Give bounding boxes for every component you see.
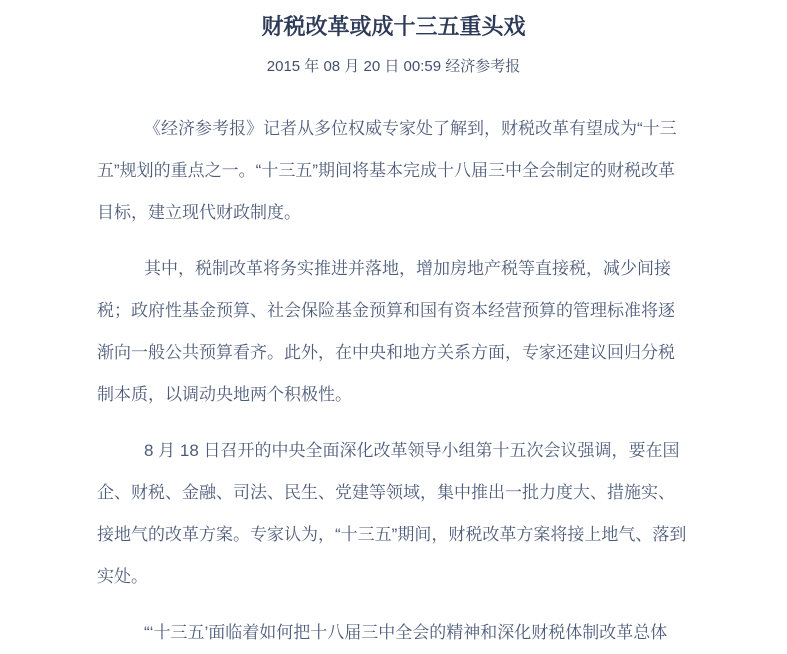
article-paragraph: 《经济参考报》记者从多位权威专家处了解到，财税改革有望成为“十三五”规划的重点之一。“十三五”期间将基本完成十八届三中全会制定的财税改革目标，建立现代财政制度。: [97, 119, 677, 222]
article-body: [97, 108, 690, 654]
article-paragraph: 8 月 18 日召开的中央全面深化改革领导小组第十五次会议强调，要在国企、财税、金融、司法、民生、党建等领域，集中推出一批力度大、措施实、接地气的改革方案。专家认为，“十三五”期间，财税改革方案将接上地气、落到实处。: [97, 441, 687, 586]
article-paragraph: “‘十三五’面临着如何把十八届三中全会的精神和深化财税体制改革总体: [144, 623, 668, 642]
article-paragraph: 其中，税制改革将务实推进并落地，增加房地产税等直接税，减少间接税；政府性基金预算、社会保险基金预算和国有资本经营预算的管理标准将逐渐向一般公共预算看齐。此外，在中央和地方关系方面，专家还建议回归分税制本质，以调动央地两个积极性。: [97, 259, 675, 404]
article-meta: 2015 年 08 月 20 日 00:59 经济参考报: [266, 58, 521, 75]
article: [97, 12, 690, 654]
article-title: 财税改革或成十三五重头戏: [261, 14, 526, 39]
